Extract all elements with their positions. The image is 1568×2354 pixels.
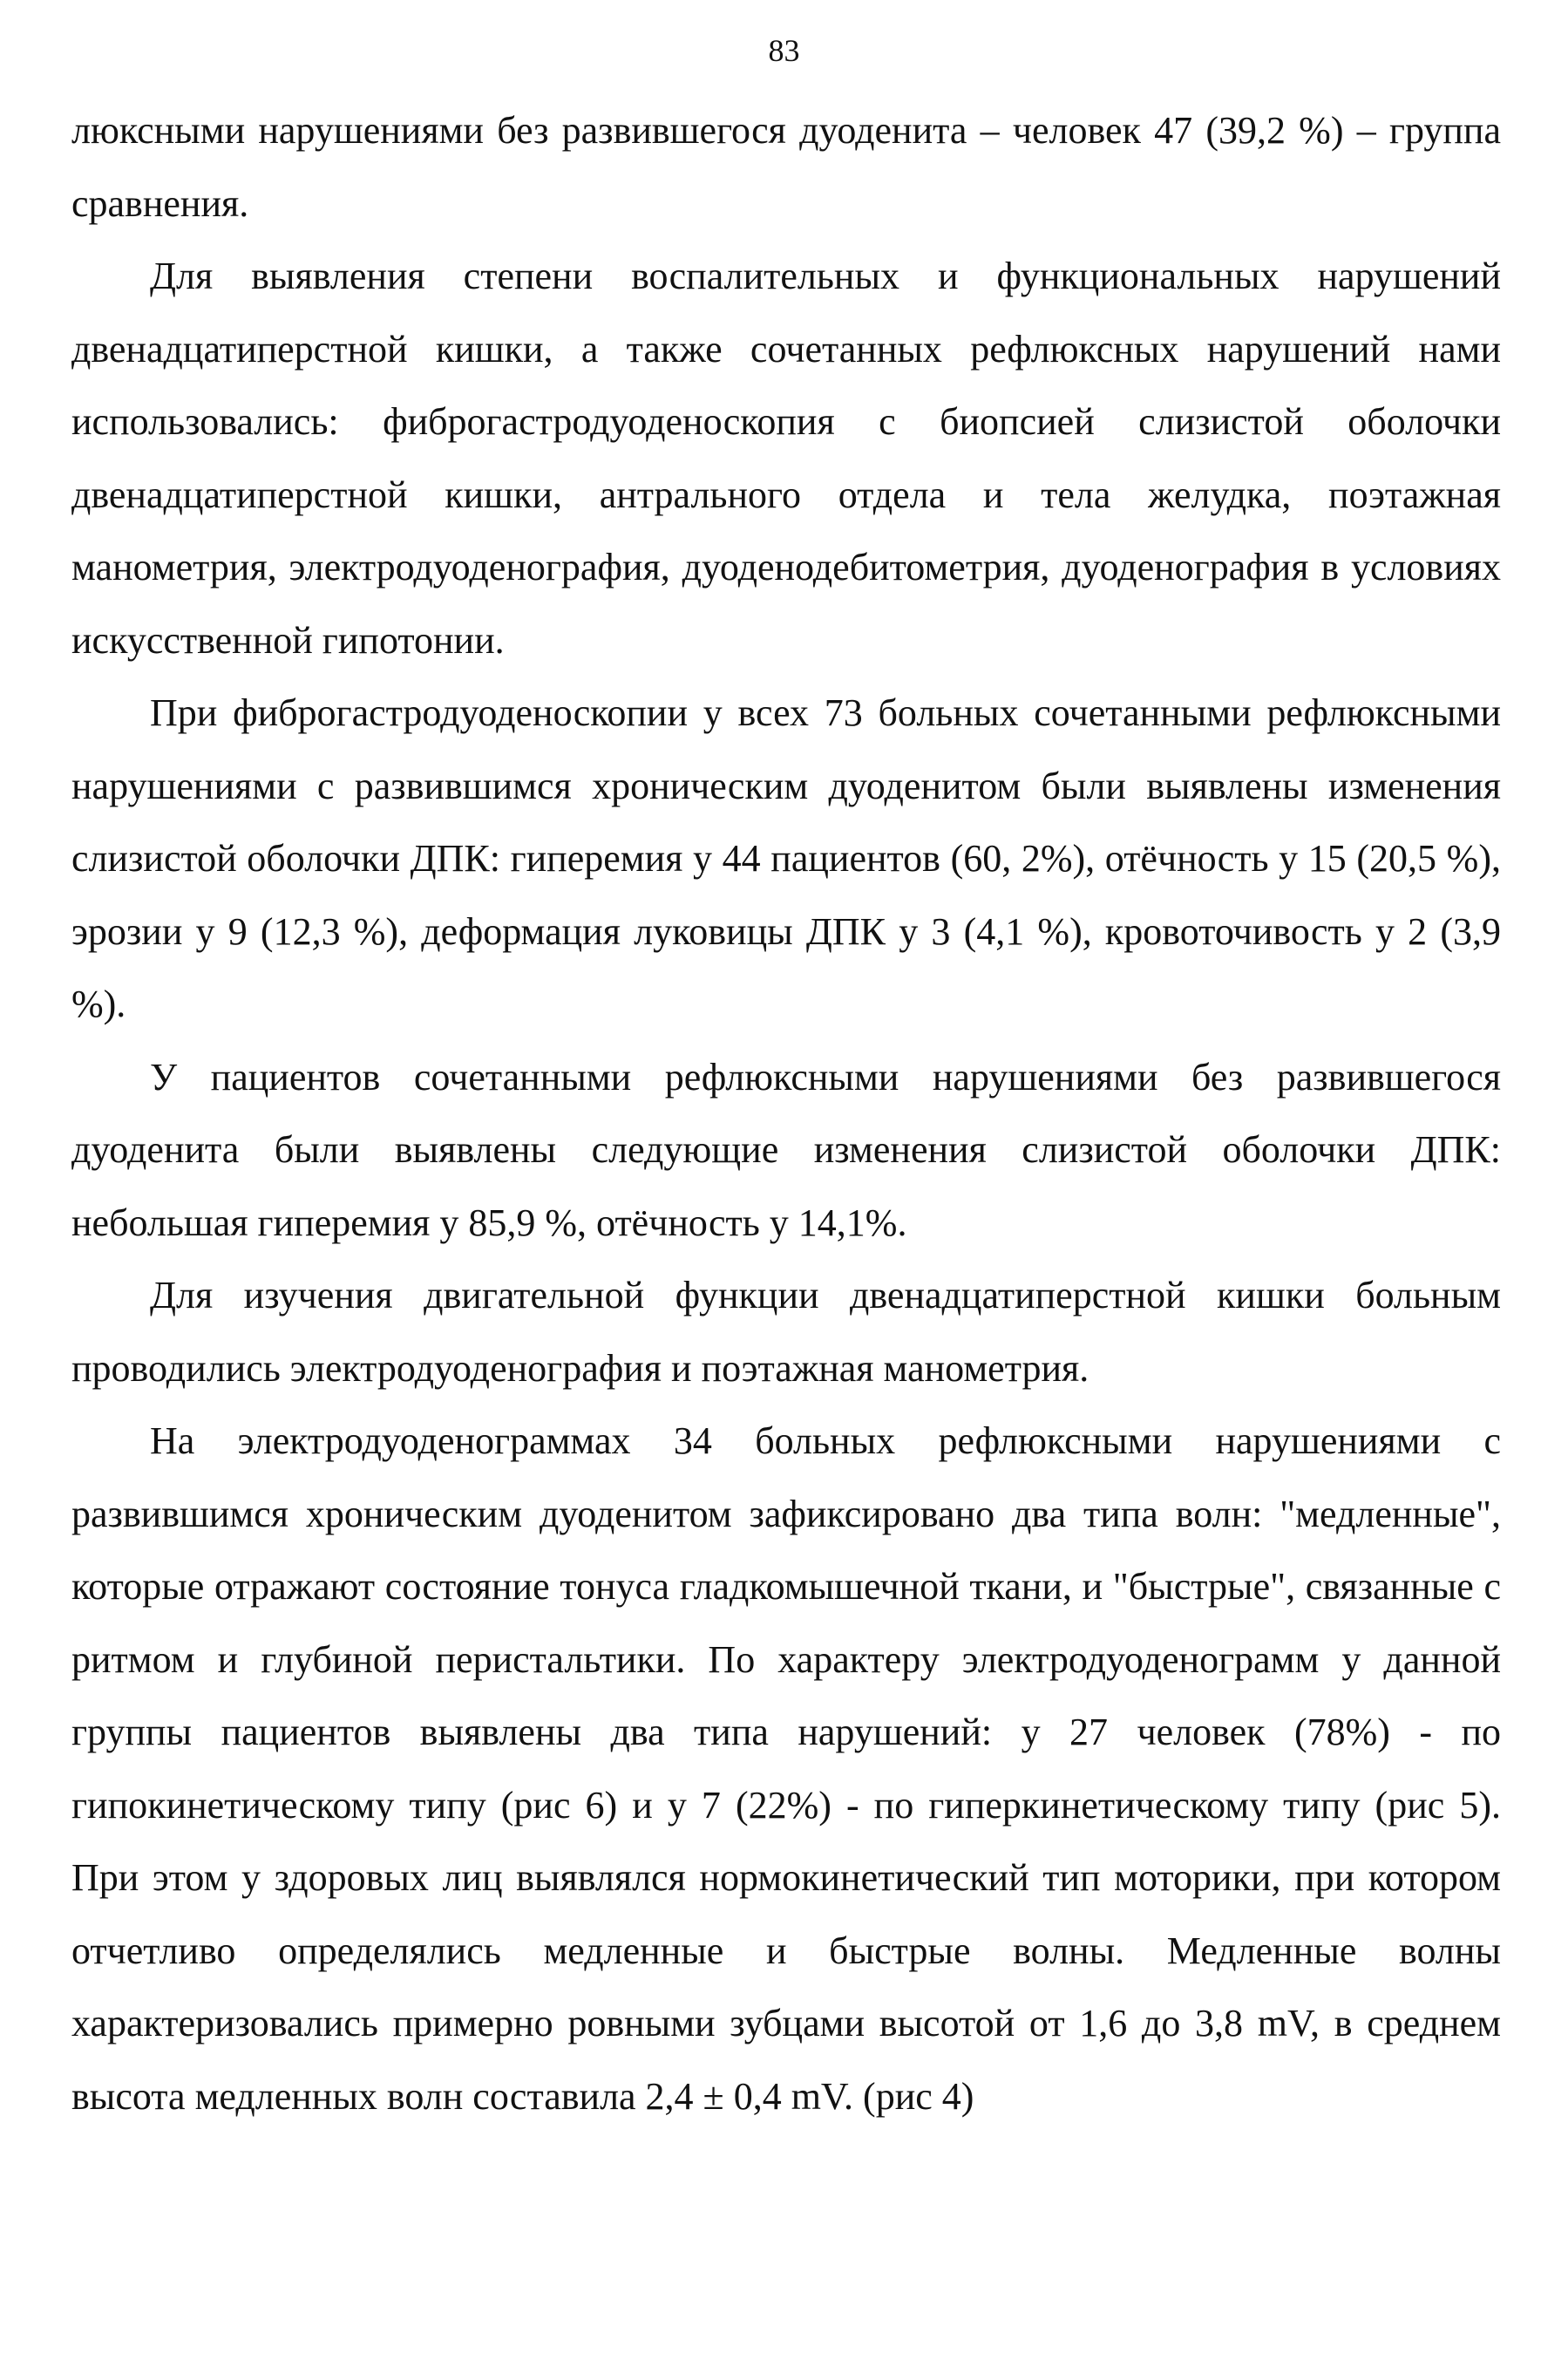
paragraph-comparison-group-results: У пациентов сочетанными рефлюксными нарушениями без развившегося дуоденита были выявлены следующие изменения слизистой оболочки ДПК: небольшая гиперемия у 85,9 %, отёчность у 14,1%. <box>71 1055 1501 1244</box>
paragraph-electroduodenography: На электродуоденограммах 34 больных рефлюксными нарушениями с развившимся хроническим дуоденитом зафиксировано два типа волн: "медленные", которые отражают состояние тонуса гладкомышечной ткани, и "быстрые", связанные с ритмом и глубиной перистальтики. По характеру электродуоденограмм у данной группы пациентов выявлены два типа нарушений: у 27 человек (78%) - по гипокинетическому типу (рис 6) и у 7 (22%) - по гиперкинетическому типу (рис 5). При этом у здоровых лиц выявлялся нормокинетический тип моторики, при котором отчетливо определялись медленные и быстрые волны. Медленные волны характеризовались примерно ровными зубцами высотой от 1,6 до 3,8 mV, в среднем высота медленных волн составила 2,4 ± 0,4 mV. (рис 4) <box>71 1419 1501 2118</box>
page-body <box>71 94 1501 2133</box>
page-number: 83 <box>768 33 800 68</box>
paragraph-continuation: люксными нарушениями без развившегося дуоденита – человек 47 (39,2 %) – группа сравнения. <box>71 109 1501 225</box>
paragraph-endoscopy-results: При фиброгастродуоденоскопии у всех 73 больных сочетанными рефлюксными нарушениями с развившимся хроническим дуоденитом были выявлены изменения слизистой оболочки ДПК: гиперемия у 44 пациентов (60, 2%), отёчность у 15 (20,5 %), эрозии у 9 (12,3 %), деформация луковицы ДПК у 3 (4,1 %), кровоточивость у 2 (3,9 %). <box>71 691 1501 1025</box>
paragraph-motor-function: Для изучения двигательной функции двенадцатиперстной кишки больным проводились электродуоденография и поэтажная манометрия. <box>71 1274 1501 1390</box>
paragraph-methods: Для выявления степени воспалительных и функциональных нарушений двенадцатиперстной кишки, а также сочетанных рефлюксных нарушений нами использовались: фиброгастродуоденоскопия с биопсией слизистой оболочки двенадцатиперстной кишки, антрального отдела и тела желудка, поэтажная манометрия, электродуоденография, дуоденодебитометрия, дуоденография в условиях искусственной гипотонии. <box>71 255 1501 662</box>
